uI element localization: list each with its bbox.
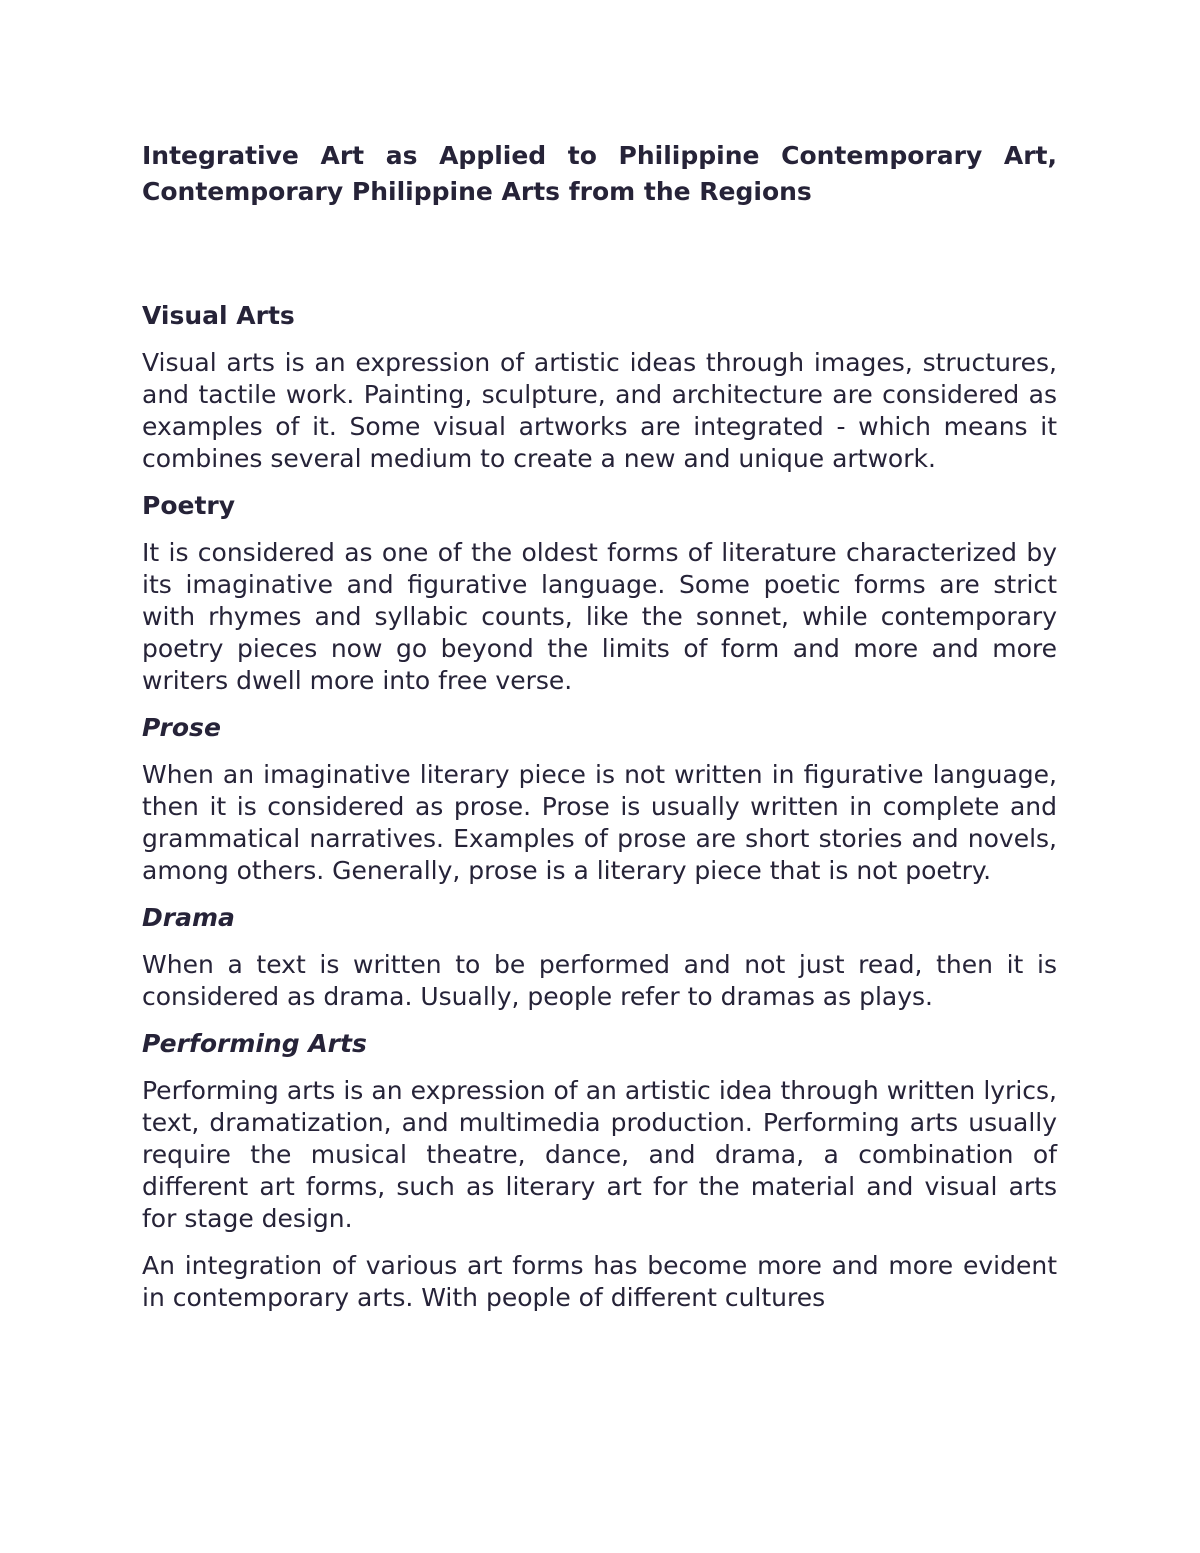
document-title: Integrative Art as Applied to Philippine Contemporary Art, Contemporary Philippine Arts from the Regions — [142, 141, 1057, 206]
paragraph-drama: When a text is written to be performed and not just read, then it is considered as drama. Usually, people refer to dramas as plays. — [142, 950, 1057, 1011]
heading-visual-arts: Visual Arts — [142, 301, 295, 330]
paragraph-performing-arts: Performing arts is an expression of an artistic idea through written lyrics, text, dramatization, and multimedia production. Performing arts usually require the musical theatre, dance, and drama, a combination of different art forms, such as literary art for the material and visual arts for stage design. — [142, 1076, 1057, 1233]
paragraph-poetry: It is considered as one of the oldest forms of literature characterized by its imaginative and figurative language. Some poetic forms are strict with rhymes and syllabic counts, like the sonnet, while contemporary poetry pieces now go beyond the limits of form and more and more writers dwell more into free verse. — [142, 538, 1057, 695]
heading-prose: Prose — [142, 713, 221, 742]
heading-poetry: Poetry — [142, 491, 236, 520]
paragraph-integration: An integration of various art forms has become more and more evident in contemporary arts. With people of different cultures — [142, 1251, 1057, 1312]
paragraph-prose: When an imaginative literary piece is not written in figurative language, then it is considered as prose. Prose is usually written in complete and grammatical narratives. Examples of prose are short stories and novels, among others. Generally, prose is a literary piece that is not poetry. — [142, 760, 1057, 885]
heading-performing-arts: Performing Arts — [142, 1029, 367, 1058]
document-page — [142, 138, 1057, 1314]
paragraph-visual-arts: Visual arts is an expression of artistic ideas through images, structures, and tactile work. Painting, sculpture, and architecture are considered as examples of it. Some visual artworks are integrated - which means it combines several medium to create a new and unique artwork. — [142, 348, 1057, 473]
heading-drama: Drama — [142, 903, 235, 932]
